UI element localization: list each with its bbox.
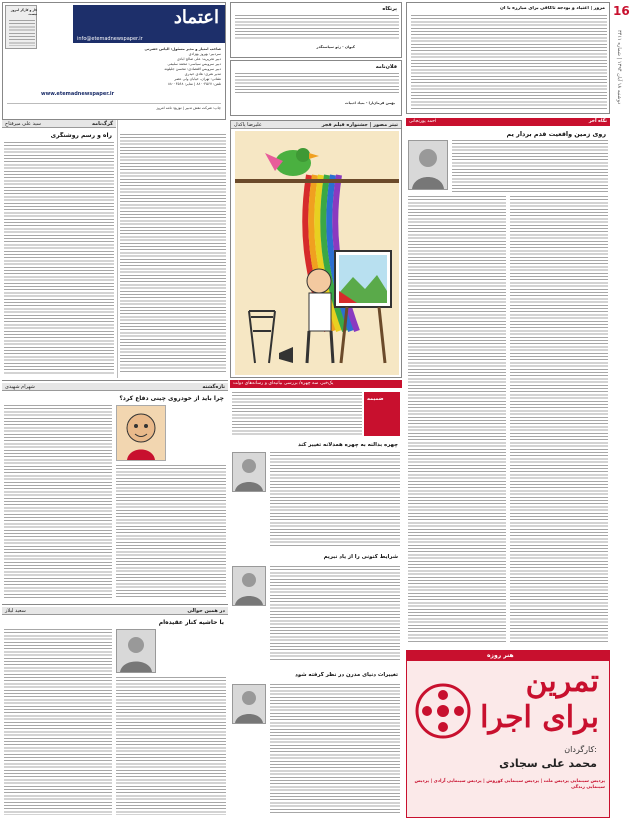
- page-strip: [612, 0, 630, 820]
- caricature-face-icon: [117, 406, 165, 460]
- website-link[interactable]: www.etemadnewspaper.ir: [41, 91, 115, 97]
- left-article: [2, 120, 116, 378]
- top-right-title[interactable]: مرور | اعتیاد و بودجه تاکافی برای مبارزه با آن: [500, 6, 605, 11]
- left-lower-headline[interactable]: چرا باید از خودروی چینی دفاع کرد؟: [119, 395, 224, 402]
- cartoon-tag[interactable]: تیتر مصور | جشنواره فیلم فجر: [321, 122, 398, 128]
- left-lower-author: شهرام شهیدی: [5, 384, 35, 390]
- book-badge: ضمیمه: [367, 396, 384, 402]
- masthead: [2, 2, 226, 120]
- ad-title-1: تمرین: [525, 664, 599, 699]
- ad-director: محمد علی سجادی: [499, 757, 597, 770]
- left-tag[interactable]: گرگ‌نامه: [91, 121, 113, 127]
- middle-photo-1[interactable]: [232, 452, 266, 492]
- portrait-icon: [409, 141, 447, 189]
- middle-lower-title[interactable]: فلان‌نامه: [375, 64, 397, 70]
- ad-film-reel-icon: [413, 671, 473, 751]
- right-article-header: [406, 118, 610, 126]
- left-article-header: [2, 120, 116, 128]
- cartoon-header: [231, 121, 401, 129]
- left-lower-2: [2, 604, 228, 818]
- staff-line-4: مدیر هنری: هادی حیدری: [184, 72, 221, 76]
- left-lower-2-headline[interactable]: با حاشیه کنار عقیده‌ام: [158, 619, 224, 626]
- cartoon-block: [230, 120, 402, 378]
- staff-line-5: نشانی: تهران، خیابان ولی عصر: [174, 77, 221, 81]
- middle-headline-2[interactable]: شرایط کنونی را از یاد نبریم: [323, 554, 398, 560]
- middle-banner[interactable]: یک‌خبر، سه چهره/ بررسی بیانیه‌ای و رسانه‌های دولت: [230, 380, 402, 388]
- middle-headline-1[interactable]: چهره بدآلنه به چهره همدلانه تغییر کند: [297, 442, 398, 448]
- middle-section: [230, 380, 402, 818]
- book-cover[interactable]: [364, 392, 400, 436]
- caricature[interactable]: [116, 405, 166, 461]
- staff-line-2: دبیر سرویس سیاسی: محمد سلیمی: [167, 62, 221, 66]
- film-advertisement[interactable]: [406, 650, 610, 818]
- ad-top-strip: [407, 651, 609, 661]
- thumbnail-caption: کار و کارگر امروز نیست: [10, 8, 37, 16]
- staff-line-3: دبیر سرویس اقتصادی: محسن جلیلوند: [164, 67, 221, 71]
- left-author: سید علی میرفتاح: [5, 121, 41, 127]
- middle-top-box: [230, 2, 402, 58]
- newspaper-thumbnail[interactable]: [5, 5, 37, 49]
- date-line: دوشنبه ۱۸ آبان ۱۳۹۴ | شماره ۳۴۱۱: [616, 30, 622, 105]
- ad-footer: پردیس سینمایی پردیس ملت | پردیس سینمایی کوروش | پردیس سینمایی آزادی | پردیس سینمایی زندگی: [414, 779, 605, 790]
- masthead-footer: چاپ: شرکت نقش تدبیر | توزیع: نامه امروز: [7, 103, 221, 111]
- middle-top-title[interactable]: پرتگاه: [382, 6, 397, 12]
- staff-line-6: تلفن: ۸۸۰۰۴۵۶۷ | نمابر: ۸۸۰۰۴۵۶۸: [167, 82, 221, 86]
- author-photo[interactable]: [408, 140, 448, 190]
- left-headline[interactable]: راه و رسم روشنگری: [50, 132, 112, 139]
- middle-lower-author: بهمن فرمان‌ارا - بنیاد ادبیات: [345, 101, 395, 105]
- portrait-icon: [233, 567, 265, 605]
- right-tag[interactable]: نگاه آخر: [588, 119, 607, 124]
- publisher: صاحب امتیاز و مدیر مسئول: الیاس حضرتی: [144, 47, 221, 51]
- logo-text: اعتماد: [173, 7, 219, 28]
- portrait-icon: [233, 685, 265, 723]
- left-lower-tag[interactable]: تازه‌گشته: [202, 384, 225, 390]
- ad-title-2: برای اجرا: [480, 700, 599, 735]
- middle-headline-3[interactable]: تغییرات دنیای مدرن در نظر گرفته شود: [295, 672, 398, 678]
- ad-director-label: کارگردان:: [564, 745, 597, 754]
- left-article-2: [118, 120, 228, 378]
- portrait-icon: [117, 630, 155, 672]
- portrait-icon: [233, 453, 265, 491]
- staff-line-1: دبیر تحریریه: علی صالح آبادی: [176, 57, 221, 61]
- email-link[interactable]: info@etemadnewspaper.ir: [77, 36, 143, 42]
- middle-lower-box: [230, 60, 402, 116]
- right-headline[interactable]: روی زمین واقعیت قدم بردار یم: [506, 130, 606, 138]
- left-lower-2-author: سعید لیلاز: [5, 608, 26, 614]
- left-lower-1: [2, 380, 228, 602]
- left-lower-2-tag[interactable]: در همین حوالی: [187, 608, 225, 614]
- left-lower-header: [2, 383, 228, 391]
- left-lower-2-photo[interactable]: [116, 629, 156, 673]
- cartoon-illustration[interactable]: [235, 131, 399, 375]
- middle-photo-2[interactable]: [232, 566, 266, 606]
- editor: سردبیر: بهروز بهزادی: [188, 52, 221, 56]
- top-right-box: [406, 2, 610, 114]
- ad-logo-line: هنر روزه: [487, 652, 514, 659]
- left-lower-2-header: [2, 607, 228, 615]
- cartoon-author: علیرضا پاکدل: [234, 122, 262, 128]
- middle-top-author: کیوان - زئو سیاستگذر: [316, 45, 355, 49]
- page-number: 16: [613, 4, 630, 18]
- middle-photo-3[interactable]: [232, 684, 266, 724]
- email-line[interactable]: [73, 35, 225, 43]
- right-article: [406, 118, 610, 646]
- right-author: احمد پورنجاتی: [409, 119, 437, 124]
- logo[interactable]: [73, 5, 225, 35]
